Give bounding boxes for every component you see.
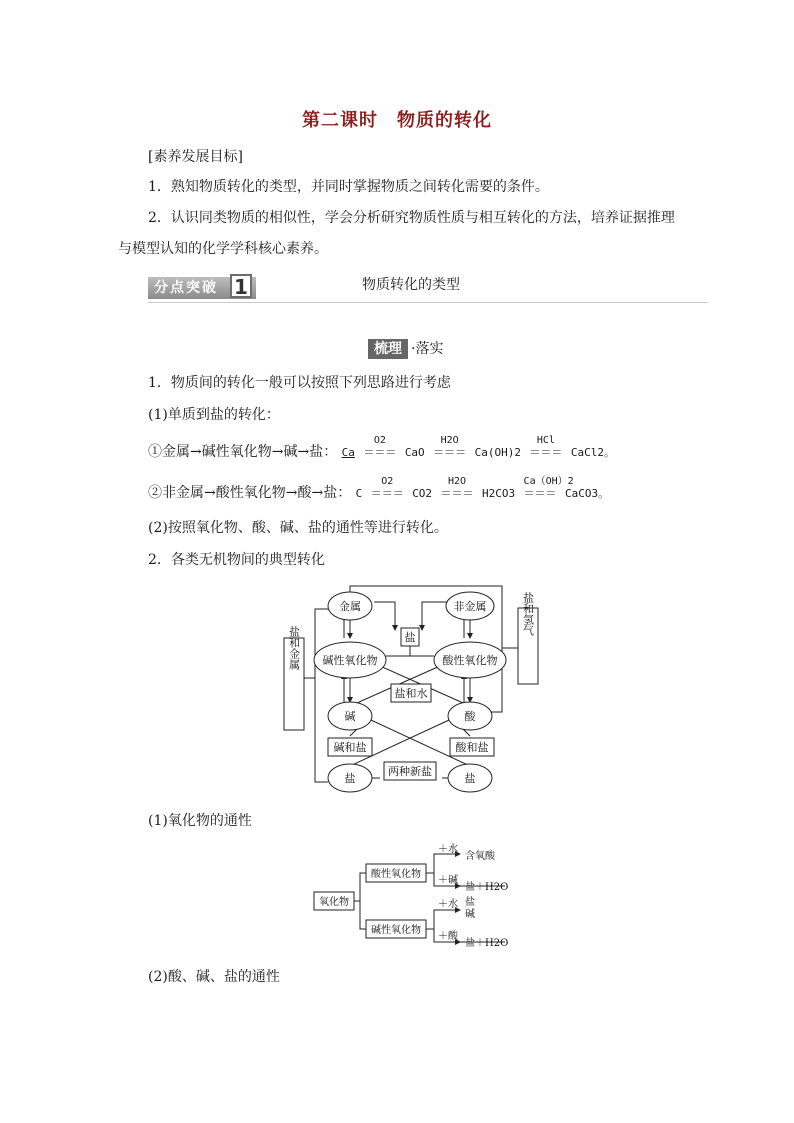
goal-1: 1．熟知物质转化的类型，并同时掌握物质之间转化需要的条件。 bbox=[148, 179, 549, 195]
item-2: 2．各类无机物间的典型转化 bbox=[148, 552, 325, 568]
oxide-diagram bbox=[310, 840, 530, 956]
node-acid-salt: 酸和盐 bbox=[455, 741, 489, 754]
goal-2-cont: 与模型认知的化学学科核心素养。 bbox=[118, 241, 328, 257]
node-salt-right: 盐 bbox=[464, 772, 476, 785]
node-nonmetal: 非金属 bbox=[453, 600, 487, 613]
transformation-diagram bbox=[270, 578, 550, 796]
subsection-tag: 梳理 bbox=[368, 339, 408, 359]
oxide-plus-base: ＋碱 bbox=[438, 875, 458, 886]
item-1-1: (1)单质到盐的转化： bbox=[148, 407, 280, 423]
oxide-oxyacid: 含氧酸 bbox=[465, 851, 495, 862]
chain-2-s0: C bbox=[355, 487, 363, 500]
chain-2-s3: CaCO3。 bbox=[565, 487, 610, 500]
section-badge: 分点突破 bbox=[148, 277, 256, 299]
node-acidic-oxide: 酸性氧化物 bbox=[442, 654, 498, 667]
chain-1-c1: O2 bbox=[373, 435, 386, 446]
chain-1-s1: CaO bbox=[404, 446, 425, 459]
node-salt-water: 盐和水 bbox=[394, 687, 428, 700]
chain-1-s0: Ca bbox=[341, 446, 355, 459]
chain-1 bbox=[148, 435, 615, 462]
page-title: 第二课时 物质的转化 bbox=[302, 110, 492, 131]
chain-1-arrow-2: H2O ＝＝＝ bbox=[433, 444, 466, 462]
chain-2-s2: H2CO3 bbox=[481, 487, 516, 500]
chain-1-c3: HCl bbox=[536, 435, 555, 446]
node-two-new-salts: 两种新盐 bbox=[388, 765, 432, 778]
node-metal: 金属 bbox=[339, 600, 361, 613]
chain-1-prefix: ①金属→碱性氧化物→碱→盐： bbox=[148, 444, 338, 460]
oxide-plus-water-2: ＋水 bbox=[438, 899, 458, 910]
subsection-header bbox=[368, 339, 443, 359]
oxide-salt-water-2: 盐＋H2O bbox=[465, 938, 509, 949]
chain-1-c2: H2O bbox=[440, 435, 459, 446]
oxide-plus-water-1: ＋水 bbox=[438, 844, 458, 855]
chain-2-s1: CO2 bbox=[412, 487, 433, 500]
chain-2-c2: H2O bbox=[447, 476, 467, 487]
side-salt-hydrogen: 盐和氢气 bbox=[521, 592, 535, 636]
node-salt-left: 盐 bbox=[344, 772, 356, 785]
node-salt-center: 盐 bbox=[404, 631, 416, 644]
oxide-basic: 碱性氧化物 bbox=[371, 925, 421, 936]
oxide-plus-acid: ＋酸 bbox=[438, 931, 458, 942]
chain-1-s3: CaCl2。 bbox=[570, 446, 615, 459]
section-title: 物质转化的类型 bbox=[362, 277, 460, 293]
item-1: 1．物质间的转化一般可以按照下列思路进行考虑 bbox=[148, 375, 451, 391]
node-base: 碱 bbox=[344, 710, 356, 723]
item-1-2: (2)按照氧化物、酸、碱、盐的通性等进行转化。 bbox=[148, 520, 448, 536]
oxide-base-2: 碱 bbox=[465, 909, 475, 920]
oxide-salt-water-1: 盐＋H2O bbox=[465, 882, 509, 893]
goal-2: 2．认识同类物质的相似性，学会分析研究物质性质与相互转化的方法，培养证据推理 bbox=[148, 210, 675, 226]
section-badge-number: 1 bbox=[230, 274, 252, 298]
chain-2-prefix: ②非金属→酸性氧化物→酸→盐： bbox=[148, 485, 352, 501]
section-header bbox=[148, 274, 708, 303]
chain-2-c3: Ca（OH）2 bbox=[523, 476, 574, 487]
chain-1-s2: Ca(OH)2 bbox=[474, 446, 521, 459]
chain-2-c1: O2 bbox=[381, 476, 394, 487]
oxide-salt-2: 盐 bbox=[465, 897, 475, 908]
chain-2-arrow-1: O2 ＝＝＝ bbox=[371, 485, 404, 503]
subsection-suffix: ·落实 bbox=[411, 341, 444, 357]
item-2-2: (2)酸、碱、盐的通性 bbox=[148, 969, 280, 985]
item-2-1: (1)氧化物的通性 bbox=[148, 813, 252, 829]
side-salt-metal: 盐和金属 bbox=[287, 626, 301, 670]
goals-heading: [素养发展目标] bbox=[148, 149, 243, 165]
chain-2-arrow-3: Ca（OH）2 ＝＝＝ bbox=[524, 485, 557, 503]
oxide-acidic: 酸性氧化物 bbox=[371, 869, 421, 880]
node-acid: 酸 bbox=[464, 710, 476, 723]
chain-2 bbox=[148, 476, 610, 503]
node-base-salt: 碱和盐 bbox=[333, 741, 367, 754]
node-basic-oxide: 碱性氧化物 bbox=[322, 654, 378, 667]
oxide-root: 氧化物 bbox=[319, 897, 349, 908]
chain-1-arrow-3: HCl ＝＝＝ bbox=[529, 444, 562, 462]
chain-1-arrow-1: O2 ＝＝＝ bbox=[363, 444, 396, 462]
chain-2-arrow-2: H2O ＝＝＝ bbox=[441, 485, 474, 503]
